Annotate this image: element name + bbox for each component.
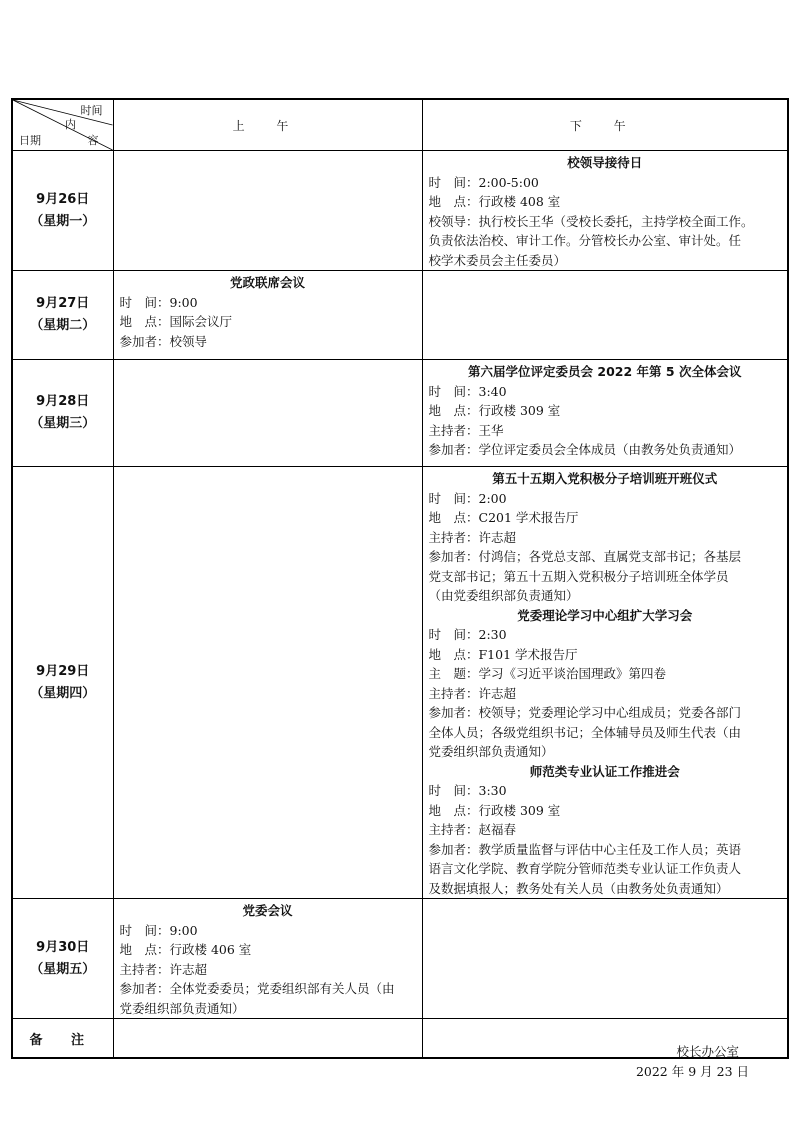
event-detail-line: 语言文化学院、教育学院分管师范类专业认证工作负责人	[428, 861, 742, 876]
event-detail-line: 地 点：行政楼 309 室	[428, 403, 561, 418]
afternoon-cell	[422, 271, 788, 360]
morning-cell	[113, 899, 422, 1019]
weekday-label: （星期四）	[30, 685, 96, 701]
event-detail-line: 及数据填报人；教务处有关人员（由教务处负责通知）	[428, 880, 729, 896]
afternoon-cell	[422, 360, 788, 467]
weekday-label: （星期三）	[30, 416, 96, 431]
event-detail-line: 地 点：行政楼 309 室	[428, 802, 561, 818]
event-detail-line: 党委组织部负责通知）	[119, 1000, 245, 1016]
event-detail-line: 主持者：许志超	[428, 529, 517, 545]
event-detail-line: 时 间：2:00-5:00	[428, 174, 539, 190]
event-detail-line: 时 间：3:30	[428, 783, 507, 798]
event-detail-line: 参加者：付鸿信；各党总支部、直属党支部书记；各基层	[428, 549, 742, 564]
notes-morning-cell	[113, 1019, 422, 1059]
event-title: 第六届学位评定委员会 2022 年第 5 次全体会议	[468, 364, 742, 379]
event-detail-line: 地 点：C201 学术报告厅	[428, 510, 579, 525]
event-title: 校领导接待日	[567, 155, 643, 170]
weekday-label: （星期一）	[30, 213, 96, 229]
event-detail-line: 主持者：赵福春	[428, 822, 517, 837]
morning-cell	[113, 271, 422, 360]
footer-office: 校长办公室	[676, 1044, 739, 1059]
event-detail-line: 地 点：F101 学术报告厅	[428, 646, 578, 662]
corner-content-label-2: 容	[87, 134, 99, 147]
event-title: 师范类专业认证工作推进会	[529, 763, 680, 779]
event-detail-line: 地 点：行政楼 406 室	[119, 942, 252, 957]
event-detail-line: 时 间：9:00	[119, 294, 198, 310]
event-detail-line: 时 间：3:40	[428, 383, 507, 399]
event-detail-line: 时 间：2:00	[428, 490, 507, 506]
corner-cell	[12, 99, 113, 151]
date-cell	[12, 151, 113, 271]
event-title: 党委会议	[242, 903, 293, 918]
notes-label: 备 注	[12, 1019, 113, 1059]
event-detail-line: 校学术委员会主任委员）	[428, 252, 567, 268]
event-detail-line: 参加者：校领导；党委理论学习中心组成员；党委各部门	[428, 705, 742, 720]
weekday-label: （星期二）	[30, 318, 96, 333]
header-row	[12, 99, 788, 151]
morning-header: 上 午	[113, 99, 422, 151]
morning-cell	[113, 360, 422, 467]
schedule-table	[11, 98, 789, 1059]
date-cell	[12, 360, 113, 467]
day-row	[12, 151, 788, 271]
event-detail-line: 地 点：国际会议厅	[119, 314, 233, 329]
day-row	[12, 360, 788, 467]
corner-time-label: 时间	[80, 104, 103, 117]
event-detail-line: 校领导：执行校长王华（受校长委托，主持学校全面工作。	[428, 213, 754, 229]
date-label: 9月26日	[36, 191, 90, 207]
corner-content-label-1: 内	[65, 118, 76, 131]
event-detail-line: 负责依法治校、审计工作。分管校长办公室、审计处。任	[428, 233, 742, 248]
event-detail-line: 党支部书记；第五十五期入党积极分子培训班全体学员	[428, 568, 729, 584]
event-detail-line: （由党委组织部负责通知）	[428, 588, 579, 603]
event-detail-line: 参加者：教学质量监督与评估中心主任及工作人员；英语	[428, 841, 742, 857]
date-cell	[12, 899, 113, 1019]
date-cell	[12, 467, 113, 899]
event-detail-line: 地 点：行政楼 408 室	[428, 194, 561, 209]
afternoon-cell	[422, 467, 788, 899]
event-detail-line: 主持者：许志超	[119, 961, 208, 977]
morning-cell	[113, 151, 422, 271]
afternoon-header: 下 午	[422, 99, 788, 151]
event-detail-line: 全体人员；各级党组织书记；全体辅导员及师生代表（由	[428, 724, 742, 740]
afternoon-cell	[422, 899, 788, 1019]
event-detail-line: 参加者：学位评定委员会全体成员（由教务处负责通知）	[428, 442, 742, 457]
event-detail-line: 主持者：王华	[428, 422, 504, 438]
event-detail-line: 主 题：学习《习近平谈治国理政》第四卷	[428, 666, 667, 681]
date-cell	[12, 271, 113, 360]
day-row	[12, 467, 788, 899]
event-title: 党政联席会议	[229, 275, 305, 290]
weekday-label: （星期五）	[30, 961, 96, 977]
morning-cell	[113, 467, 422, 899]
corner-date-label: 日期	[19, 134, 41, 147]
date-label: 9月28日	[36, 394, 90, 409]
afternoon-cell	[422, 151, 788, 271]
date-label: 9月30日	[36, 939, 90, 955]
event-detail-line: 主持者：许志超	[428, 685, 517, 701]
notes-row	[12, 1019, 788, 1059]
date-label: 9月27日	[36, 296, 90, 311]
event-detail-line: 党委组织部负责通知）	[428, 744, 554, 759]
event-detail-line: 时 间：9:00	[119, 922, 198, 938]
date-label: 9月29日	[36, 663, 90, 679]
event-title: 第五十五期入党积极分子培训班开班仪式	[492, 471, 718, 486]
event-title: 党委理论学习中心组扩大学习会	[517, 607, 693, 623]
event-detail-line: 时 间：2:30	[428, 627, 507, 642]
footer-date: 2022 年 9 月 23 日	[635, 1064, 749, 1079]
day-row	[12, 271, 788, 360]
event-detail-line: 参加者：校领导	[119, 333, 208, 349]
day-row	[12, 899, 788, 1019]
event-detail-line: 参加者：全体党委委员；党委组织部有关人员（由	[119, 981, 395, 996]
